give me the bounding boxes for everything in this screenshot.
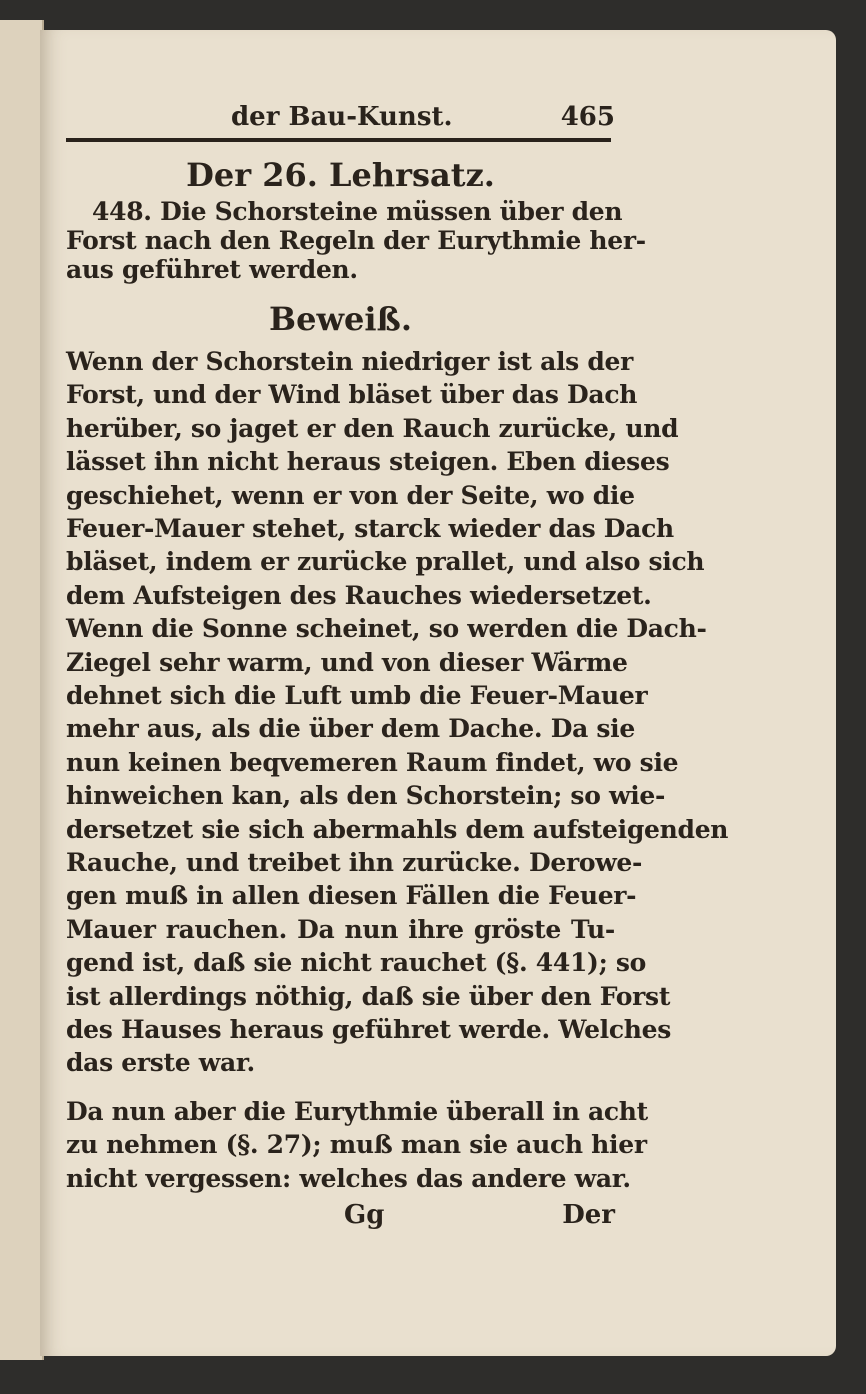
text-line: nicht vergessen: welches das andere war.: [66, 1163, 631, 1193]
proof-heading: Beweiß.: [269, 300, 412, 338]
text-line: Forst nach den Regeln der Eurythmie her-: [66, 226, 646, 255]
text-line: bläset, indem er zurücke prallet, und also sich: [66, 547, 705, 577]
text-line: Forst, und der Wind bläset über das Dach: [66, 380, 638, 410]
section-heading: Der 26. Lehrsatz.: [186, 156, 495, 194]
text-line: gend ist, daß sie nicht rauchet (§. 441); so: [66, 948, 647, 978]
text-line: herüber, so jaget er den Rauch zurücke, und: [66, 413, 679, 443]
facing-page-edge: [0, 20, 44, 1360]
text-line: Feuer-Mauer stehet, starck wieder das Dach: [66, 514, 674, 543]
text-line: lässet ihn nicht heraus steigen. Eben dieses: [66, 447, 670, 477]
text-line: mehr aus, als die über dem Dache. Da sie: [66, 714, 635, 744]
running-title: der Bau-Kunst.: [231, 102, 453, 132]
text-line: Rauche, und treibet ihn zurücke. Derowe-: [66, 848, 643, 877]
text-line: hinweichen kan, als den Schorstein; so wie-: [66, 781, 666, 811]
text-line: dehnet sich die Luft umb die Feuer-Mauer: [66, 681, 648, 710]
header-rule: [66, 138, 611, 142]
text-line: Ziegel sehr warm, und von dieser Wärme: [66, 647, 628, 677]
text-line: Wenn der Schorstein niedriger ist als der: [66, 347, 634, 376]
text-line: Mauer rauchen. Da nun ihre gröste Tu-: [66, 914, 615, 944]
text-line: Da nun aber die Eurythmie überall in acht: [66, 1097, 648, 1126]
text-line: ist allerdings nöthig, daß sie über den Forst: [66, 981, 671, 1011]
text-line: nun keinen beqvemeren Raum findet, wo sie: [66, 747, 679, 777]
page-number: 465: [560, 102, 615, 132]
text-line: Wenn die Sonne scheinet, so werden die Dach-: [66, 614, 707, 644]
text-line: des Hauses heraus geführet werde. Welches: [66, 1015, 672, 1044]
text-line: dem Aufsteigen des Rauches wiedersetzet.: [66, 580, 652, 610]
text-line: dersetzet sie sich abermahls dem aufsteigenden: [66, 814, 729, 844]
text-column: [66, 0, 729, 1394]
text-line: gen muß in allen diesen Fällen die Feuer-: [66, 881, 637, 911]
text-line: 448. Die Schorsteine müssen über den: [92, 197, 623, 226]
text-line: aus geführet werden.: [66, 255, 358, 284]
signature-mark: Gg: [344, 1200, 385, 1230]
text-line: das erste war.: [66, 1048, 255, 1078]
text-line: geschiehet, wenn er von der Seite, wo die: [66, 480, 635, 510]
catchword: Der: [562, 1200, 615, 1230]
text-line: zu nehmen (§. 27); muß man sie auch hier: [66, 1130, 647, 1160]
